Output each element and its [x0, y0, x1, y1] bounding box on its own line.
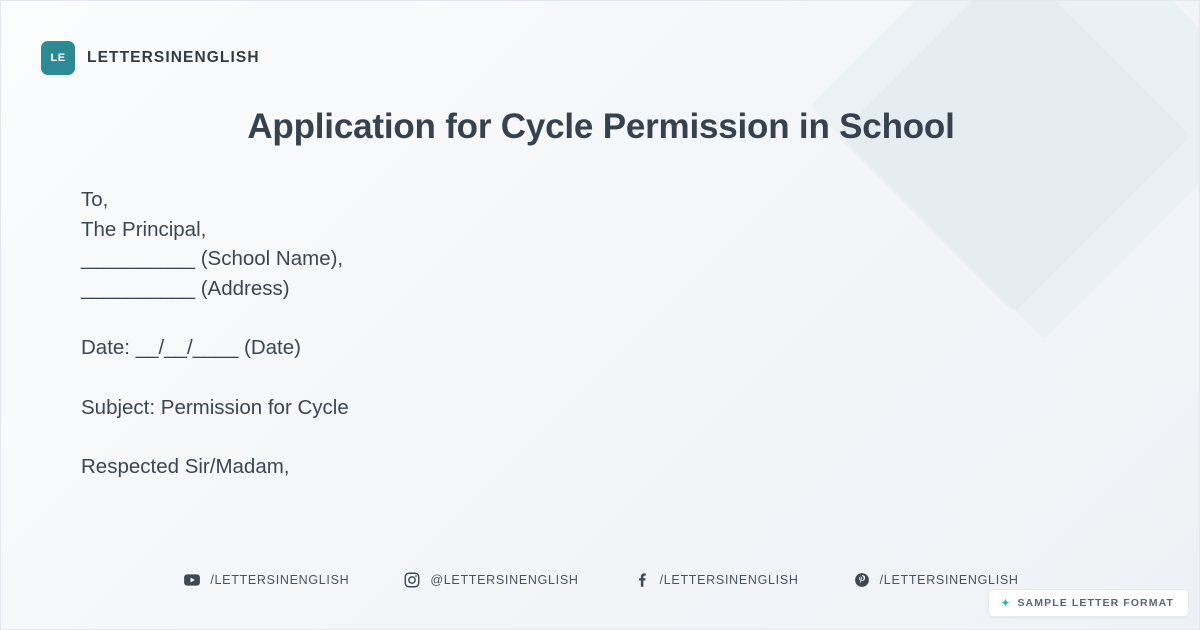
- letter-block-address: [81, 185, 801, 303]
- letter-line: __________ (School Name),: [81, 247, 344, 270]
- letter-block-subject: [81, 393, 801, 423]
- social-links: [1, 571, 1200, 589]
- social-link-facebook[interactable]: [633, 571, 799, 589]
- letter-line: Date: __/__/____ (Date): [81, 336, 301, 359]
- status-badge: [988, 589, 1189, 617]
- letter-line: To,: [81, 188, 109, 211]
- bolt-icon: ✦: [1000, 596, 1011, 610]
- page-title: Application for Cycle Permission in School: [247, 107, 955, 146]
- brand-logo[interactable]: [41, 41, 260, 75]
- letter-body: [81, 185, 801, 482]
- social-handle: /LETTERSINENGLISH: [659, 573, 799, 587]
- youtube-icon: [183, 571, 201, 589]
- brand-name: LETTERSINENGLISH: [87, 49, 260, 66]
- social-handle: @LETTERSINENGLISH: [430, 573, 579, 587]
- social-link-instagram[interactable]: [403, 571, 578, 589]
- letter-line: The Principal,: [81, 217, 207, 241]
- pinterest-icon: [853, 571, 871, 589]
- facebook-icon: [633, 571, 651, 589]
- letter-block-salutation: [81, 452, 801, 482]
- brand-badge-icon: LE: [41, 41, 75, 75]
- social-handle: /LETTERSINENGLISH: [879, 573, 1019, 587]
- social-link-youtube[interactable]: [183, 571, 349, 589]
- social-link-pinterest[interactable]: [853, 571, 1019, 589]
- letter-line: __________ (Address): [81, 276, 290, 300]
- letter-block-date: [81, 333, 801, 363]
- letter-line: Subject: Permission for Cycle: [81, 395, 349, 419]
- status-badge-label: SAMPLE LETTER FORMAT: [1017, 597, 1174, 609]
- social-handle: /LETTERSINENGLISH: [210, 573, 350, 587]
- letter-line: Respected Sir/Madam,: [81, 455, 290, 478]
- instagram-icon: [403, 571, 421, 589]
